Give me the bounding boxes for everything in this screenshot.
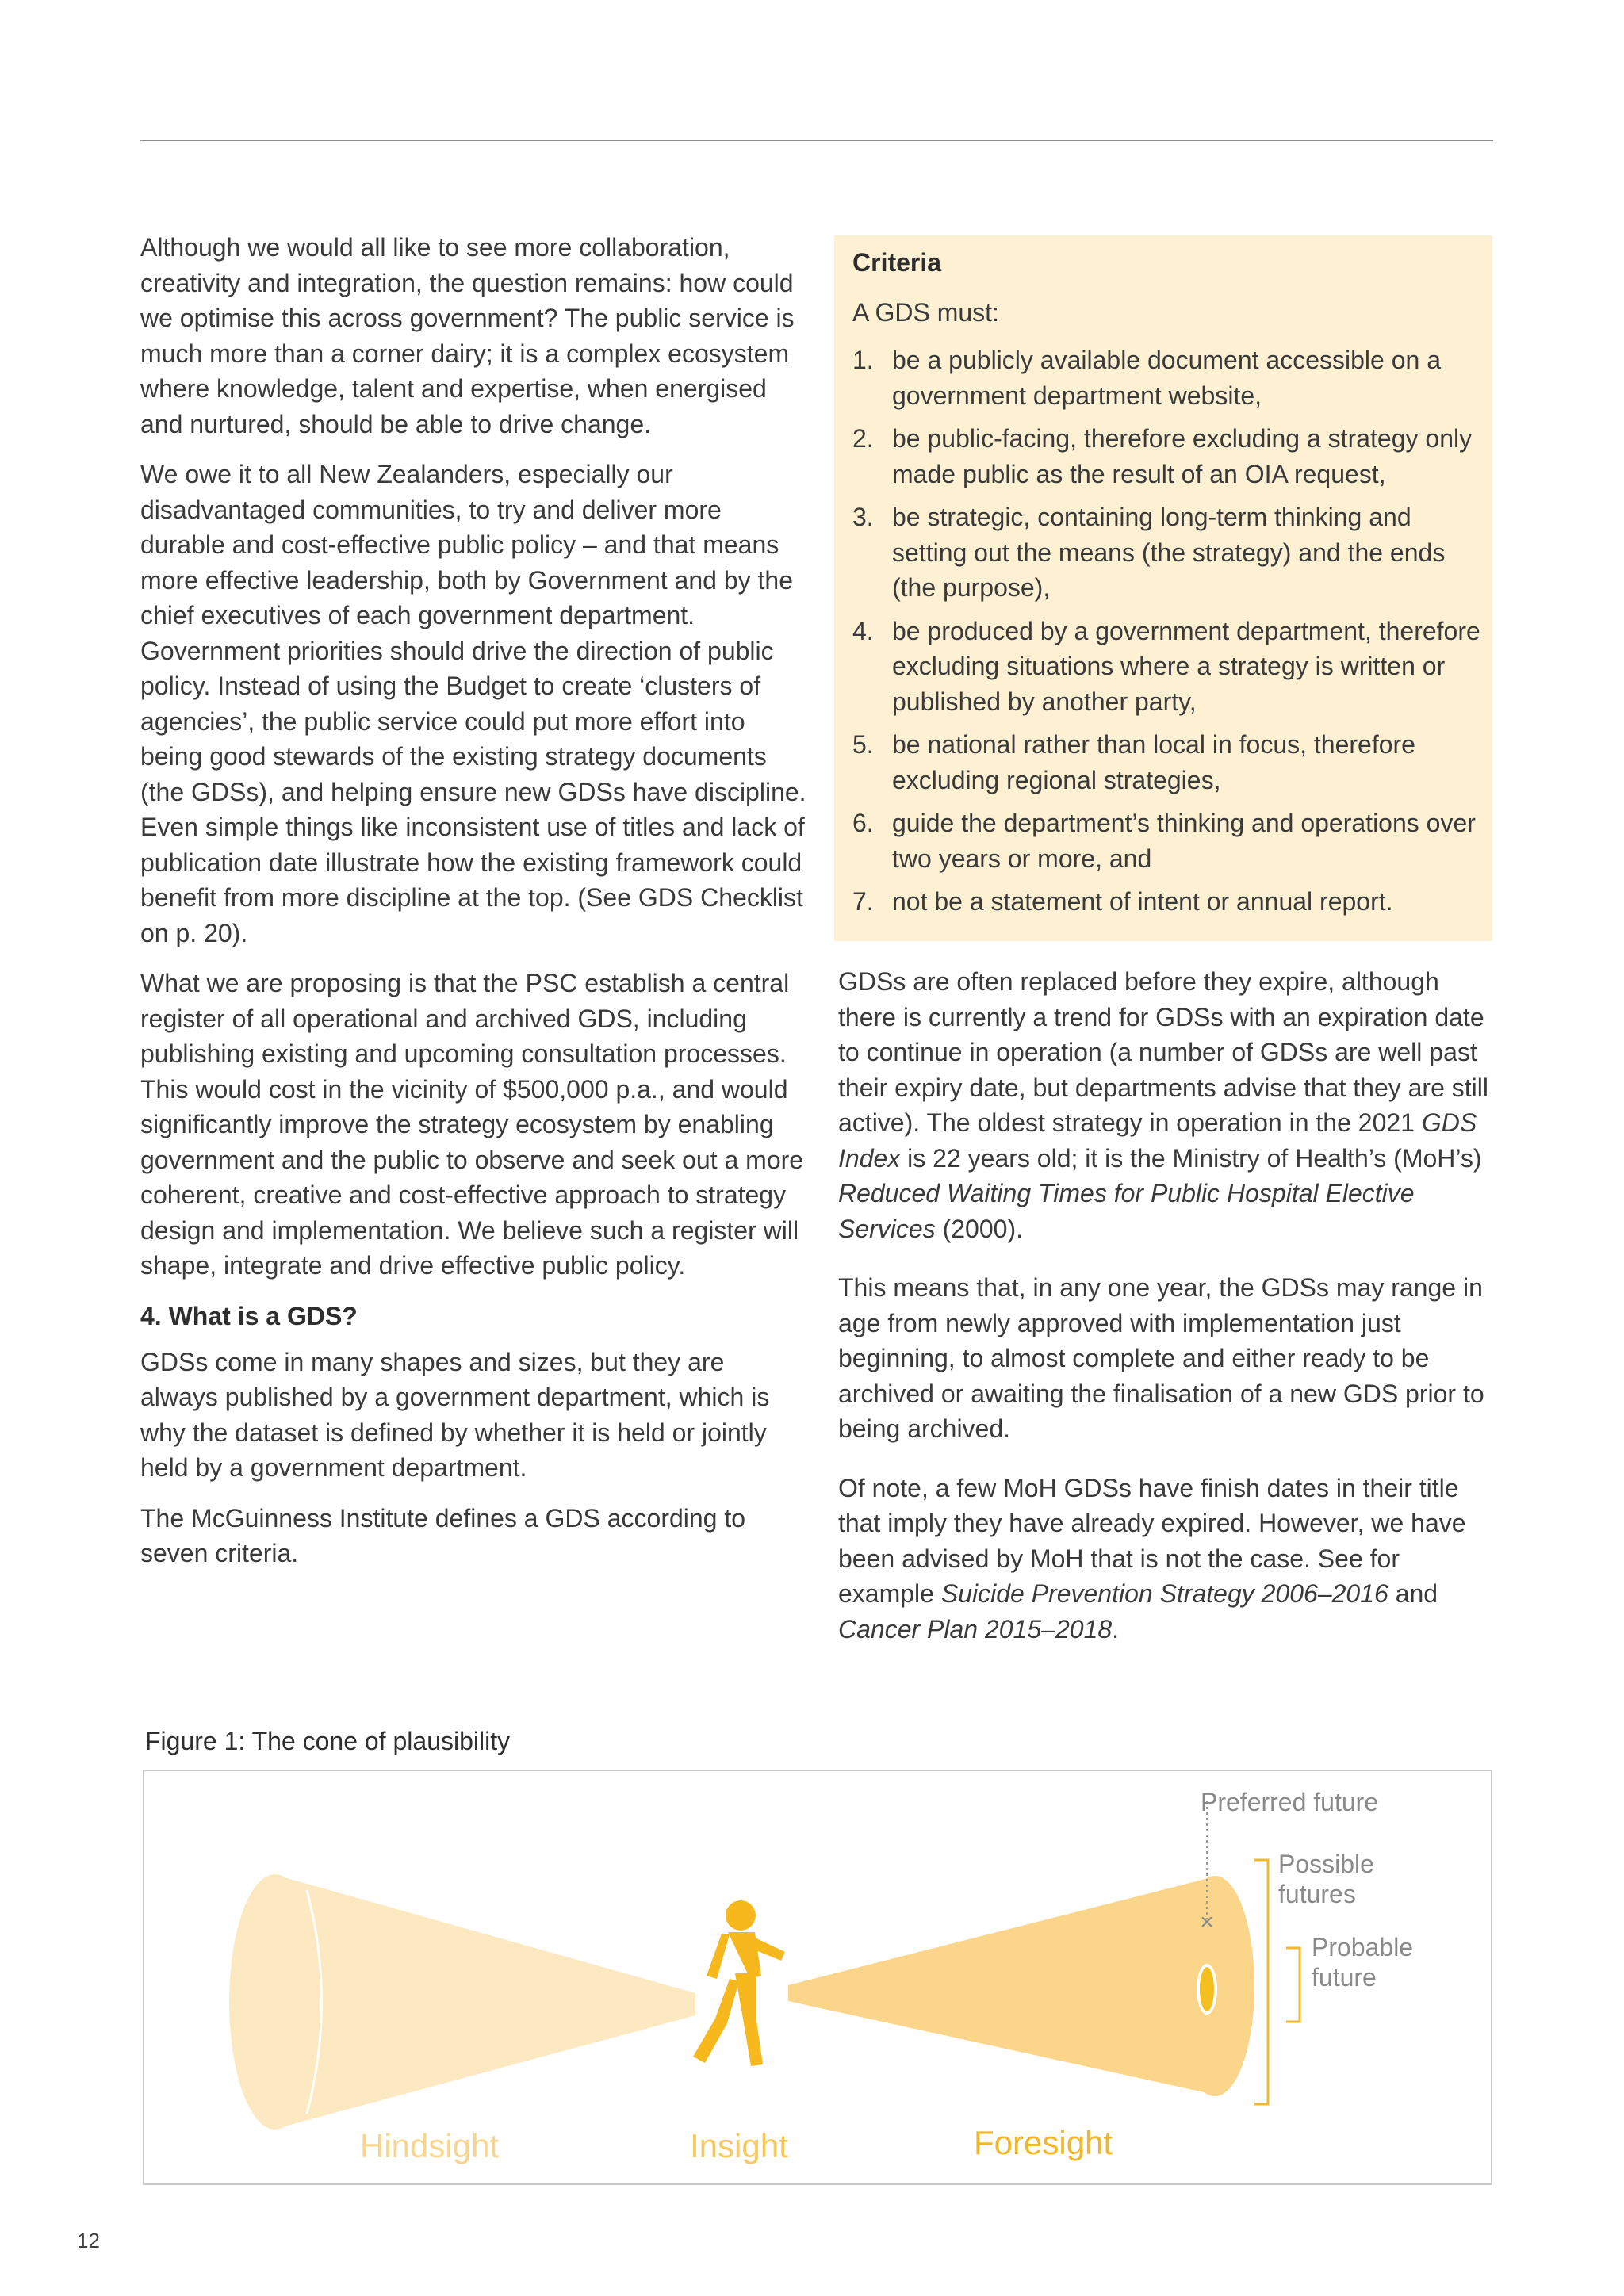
- criteria-item: 4. be produced by a government department, therefore excluding situations where a strategy is written or published by another party,: [852, 616, 1480, 716]
- paragraph-moh-finish-dates: Of note, a few MoH GDSs have finish dates in their title that imply they have already expired. However, we have been advised by MoH that is not the case. See for example Suicide Prevention Strategy 2006–2016 and Cancer Plan 2015–2018.: [838, 1473, 1466, 1644]
- criteria-item: 2. be public-facing, therefore excluding a strategy only made public as the result of an OIA request,: [852, 424, 1473, 488]
- criteria-title: Criteria: [852, 248, 942, 277]
- insight-label: Insight: [690, 2127, 788, 2164]
- paragraph-gds-shapes: GDSs come in many shapes and sizes, but they are always published by a government department, which is why the dataset is defined by whether it is held or jointly held by a government department.: [140, 1347, 770, 1482]
- gds-index-title: GDS Index: [838, 1108, 1477, 1173]
- cancer-plan-title: Cancer Plan 2015–2018: [838, 1614, 1113, 1644]
- section-heading: 4. What is a GDS?: [140, 1301, 358, 1330]
- criteria-item: 3. be strategic, containing long-term thinking and setting out the means (the strategy) and the ends (the purpose),: [852, 503, 1446, 602]
- criteria-box: [834, 235, 1492, 941]
- left-column: [140, 230, 806, 1586]
- criteria-item: 5. be national rather than local in focus, therefore excluding regional strategies,: [852, 730, 1415, 794]
- page-number: 12: [77, 2229, 100, 2252]
- probable-future-dot: [1200, 1967, 1214, 2011]
- criteria-item: 6. guide the department’s thinking and operations over two years or more, and: [852, 809, 1476, 873]
- paragraph-seven-criteria: The McGuinness Institute defines a GDS according to seven criteria.: [140, 1503, 746, 1567]
- hindsight-cone-end: [229, 1874, 321, 2130]
- preferred-future-label: Preferred future: [1201, 1788, 1379, 1816]
- paragraph-register-proposal: What we are proposing is that the PSC establish a central register of all operational and archived GDS, including publishing existing and upcoming consultation processes. This would cost in the vicinity of $500,000 p.a., and would significantly improve the strategy ecosystem by enabling government and the public to observe and seek out a more coherent, creative and cost-effective approach to strategy design and implementation. We believe such a register will shape, integrate and drive effective public policy.: [140, 969, 804, 1280]
- cone-of-plausibility-figure: [143, 1770, 1492, 2185]
- right-column: [838, 964, 1496, 1670]
- paragraph-gds-age-range: This means that, in any one year, the GDSs may range in age from newly approved with implementation just beginning, to almost complete and either ready to be archived or awaiting the finalisation of a new GDS prior to being archived.: [838, 1273, 1484, 1443]
- figure-caption: Figure 1: The cone of plausibility: [145, 1727, 511, 1755]
- suicide-prevention-title: Suicide Prevention Strategy 2006–2016: [940, 1579, 1388, 1608]
- probable-future-label-line1: Probable: [1312, 1933, 1414, 1961]
- header-rule: [140, 140, 1493, 141]
- criteria-item: 1. be a publicly available document accessible on a government department website,: [852, 346, 1441, 410]
- foresight-cone: [788, 1877, 1215, 2095]
- probable-future-label-line2: future: [1312, 1963, 1377, 1992]
- hindsight-cone: [273, 1874, 695, 2130]
- preferred-future-marker: ×: [1200, 1909, 1214, 1935]
- cone-diagram: [144, 1771, 1494, 2187]
- paragraph-leadership: We owe it to all New Zealanders, especially our disadvantaged communities, to try and deliver more durable and cost-effective public policy – and that means more effective leadership, both by Government and by the chief executives of each government department. Government priorities should drive the direction of public policy. Instead of using the Budget to create ‘clusters of agencies’, the public service could put more effort into being good stewards of the existing strategy documents (the GDSs), and helping ensure new GDSs have discipline. Even simple things like inconsistent use of titles and lack of publication date illustrate how the existing framework could benefit from more discipline at the top. (See GDS Checklist on p. 20).: [140, 460, 806, 947]
- walking-person-icon: [693, 1900, 785, 2066]
- possible-futures-bracket: [1254, 1860, 1268, 2104]
- criteria-list: [852, 342, 1481, 920]
- foresight-label: Foresight: [974, 2124, 1113, 2161]
- paragraph-collaboration: Although we would all like to see more collaboration, creativity and integration, the question remains: how could we optimise this across government? The public service is much more than a corner dairy; it is a complex ecosystem where knowledge, talent and expertise, when energised and nurtured, should be able to drive change.: [140, 233, 795, 438]
- possible-futures-label-line1: Possible: [1278, 1850, 1374, 1878]
- reduced-waiting-times-title: Reduced Waiting Times for Public Hospital Elective Services: [838, 1179, 1415, 1243]
- criteria-item: 7. not be a statement of intent or annual report.: [852, 887, 1393, 916]
- criteria-intro: A GDS must:: [852, 297, 999, 327]
- possible-futures-label-line2: futures: [1278, 1880, 1356, 1908]
- probable-future-bracket: [1286, 1948, 1300, 2022]
- hindsight-label: Hindsight: [360, 2127, 500, 2164]
- paragraph-gds-replaced: GDSs are often replaced before they expire, although there is currently a trend for GDSs with an expiration date to continue in operation (a number of GDSs are well past their expiry date, but departments advise that they are still active). The oldest strategy in operation in the 2021 GDS Index is 22 years old; it is the Ministry of Health’s (MoH’s) Reduced Waiting Times for Public Hospital Elective Services (2000).: [838, 967, 1488, 1243]
